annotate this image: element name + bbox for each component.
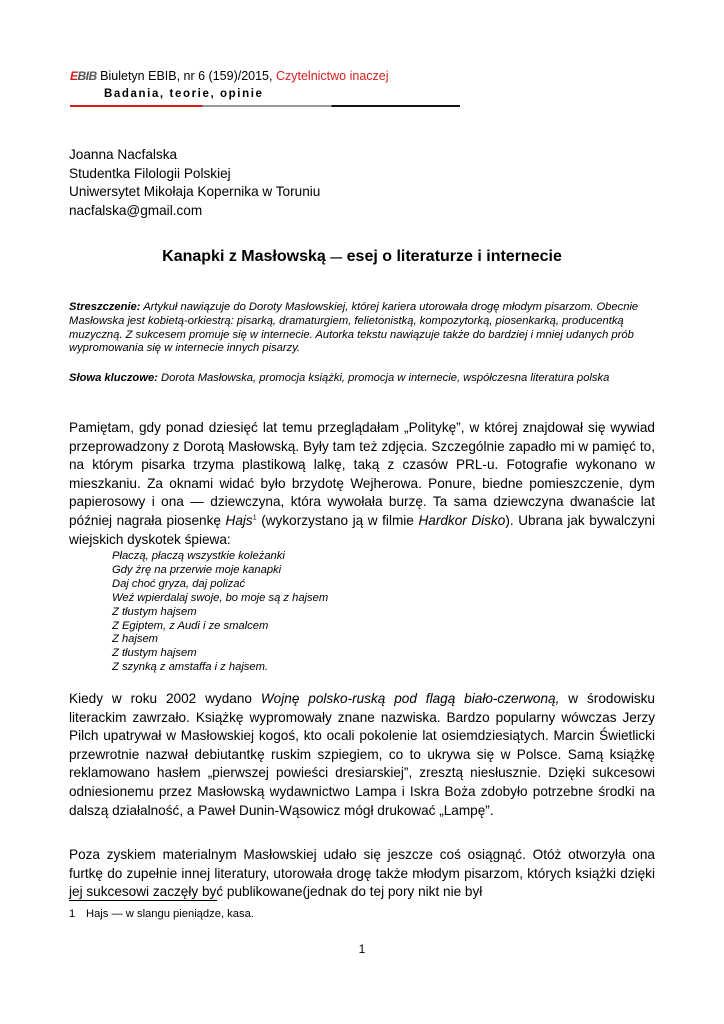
- body-paragraph-2: Kiedy w roku 2002 wydano Wojnę polsko-ruską pod flagą biało-czerwoną, w środowisku literackim zawrzało. Książkę wypromowały znane nazwiska. Bardzo popularny wówczas Jerzy Pilch upatrywał w Masłowskiej kogoś, kto ocali pokolenie lat osiemdziesiątych. Marcin Świetlicki przewrotnie nazwał debiutantkę ruskim szpiegiem, co to ukrywa się w Polsce. Samą książkę reklamowano hasłem „pierwszej powieści dresiarskiej”, zresztą niesłusznie. Dzięki sukcesowi odniesionemu przez Masłowską wydawnictwo Lampa i Iskra Boża zdobyło potrzebne środki na dalszą działalność, a Paweł Dunin-Wąsowicz mógł drukować „Lampę”.: [69, 691, 655, 818]
- lyric-line: Z tłustym hajsem: [112, 647, 197, 660]
- running-header: [70, 68, 470, 101]
- lyric-line: Weź wpierdalaj swoje, bo moje są z hajsem: [112, 591, 329, 604]
- lyric-line: Daj choć gryza, daj polizać: [112, 577, 246, 590]
- body-paragraph-3: Poza zyskiem materialnym Masłowskiej udało się jeszcze coś osiągnąć. Otóż otworzyła ona furtkę do zupełnie innej literatury, utorowała drogę także młodym pisarzom, których książki dzięki jej sukcesowi zaczęły być publikowane(jednak do tej pory nikt nie był: [69, 847, 655, 900]
- author-email: nacfalska@gmail.com: [69, 202, 203, 218]
- song-lyrics: [112, 550, 328, 675]
- lyric-line: Gdy żrę na przerwie moje kanapki: [112, 563, 282, 576]
- keywords: [69, 372, 655, 386]
- abstract-text: Artykuł nawiązuje do Doroty Masłowskiej, której kariera utorowała drogę młodym pisarzom. Obecnie Masłowska jest kobietą-orkiestrą: pisarką, dramaturgiem, felietonistką, kompozytorką, piosenkarką, producentką muzyczną. Z sukcesem promuje się w internecie. Autorka tekstu nawiązuje także do bardziej i mniej udanych prób wypromowania się w internecie innych pisarzy.: [69, 301, 639, 355]
- header-rule: [70, 105, 460, 107]
- article-title: Kanapki z Masłowską — esej o literaturze i internecie: [162, 248, 562, 265]
- footnote: [69, 907, 254, 921]
- author-role: Studentka Filologii Polskiej: [69, 165, 231, 181]
- author-block: [69, 146, 320, 220]
- body-paragraph-1: Pamiętam, gdy ponad dziesięć lat temu przeglądałam „Politykę”, w której znajdował się wywiad przeprowadzony z Dorotą Masłowską. Były tam też zdjęcia. Szczególnie zapadło mi w pamięć to, na którym pisarka trzyma plastikową lalkę, taką z czasów PRL-u. Fotografie wykonano w mieszkaniu. Za oknami widać było brzydotę Wejherowa. Ponure, biedne pomieszczenie, dym papierosowy i ona — dziewczyna, która wywołała burzę. Ta sama dziewczyna dwanaście lat później nagrała piosenkę Hajs$^1$ (wykorzystano ją w filmie Hardkor Disko). Ubrana jak bywalczyni wiejskich dyskotek śpiewa:: [69, 420, 656, 547]
- ebib-logo: EBIB: [70, 69, 97, 83]
- lyric-line: Płaczą, płaczą wszystkie koleżanki: [112, 550, 285, 562]
- abstract: [69, 301, 655, 356]
- header-journal-line: [70, 68, 470, 84]
- film-title: Hardkor Disko: [418, 512, 506, 528]
- abstract-label: Streszczenie:: [69, 301, 141, 313]
- lyric-line: Z Egiptem, z Audi i ze smalcem: [112, 619, 269, 632]
- author-name: Joanna Nacfalska: [69, 147, 178, 162]
- song-title: Hajs: [225, 512, 253, 528]
- lyric-line: Z tłustym hajsem: [112, 605, 197, 618]
- book-title: Wojnę polsko-ruską pod flagą biało-czerwoną,: [260, 691, 560, 706]
- journal-info: Biuletyn EBIB, nr 6 (159)/2015,: [96, 69, 276, 83]
- footnote-ref: 1: [252, 514, 257, 522]
- issue-theme: Czytelnictwo inaczej: [275, 69, 389, 83]
- lyric-line: Z hajsem: [112, 633, 159, 646]
- page-number: 1: [358, 942, 366, 956]
- keywords-label: Słowa kluczowe:: [69, 372, 158, 384]
- author-affiliation: Uniwersytet Mikołaja Kopernika w Toruniu: [69, 184, 321, 200]
- footnote-rule: [69, 900, 217, 901]
- footnote-number: 1: [69, 908, 76, 920]
- lyric-line: Z szynką z amstaffa i z hajsem.: [112, 661, 269, 674]
- keywords-text: Dorota Masłowska, promocja książki, promocja w internecie, współczesna literatura polska: [157, 372, 610, 384]
- section-name: Badania, teorie, opinie: [104, 88, 264, 100]
- footnote-text: Hajs — w slangu pieniądze, kasa.: [86, 908, 254, 920]
